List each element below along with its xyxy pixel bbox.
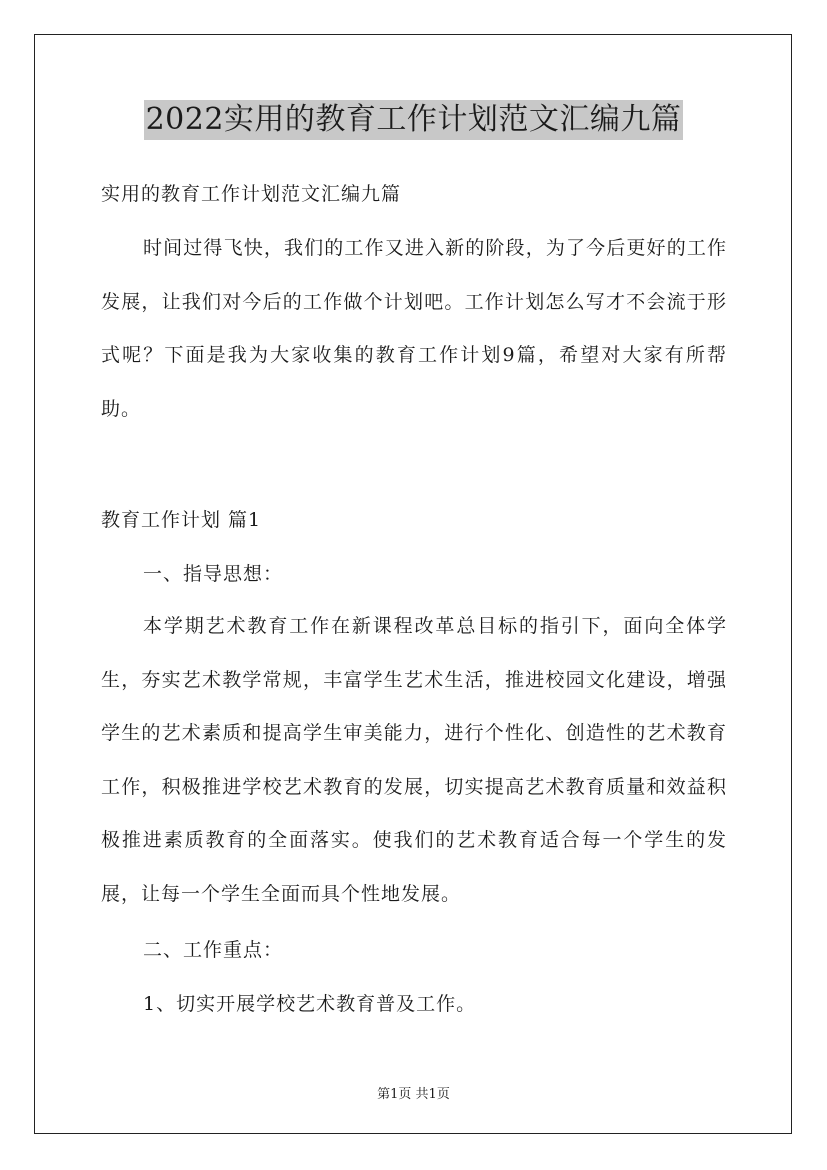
section-heading: 教育工作计划 篇1 — [101, 509, 262, 531]
guiding-paragraph: 本学期艺术教育工作在新课程改革总目标的指引下，面向全体学生，夯实艺术教学常规，丰富学生艺术生活，推进校园文化建设，增强学生的艺术素质和提高学生审美能力，进行个性化、创造性的艺术教育工作，积极推进学校艺术教育的发展，切实提高艺术教育质量和效益积极推进素质教育的全面落实。使我们的艺术教育适合每一个学生的发展，让每一个学生全面而具个性地发展。 — [101, 615, 727, 905]
focus-item-1: 1、切实开展学校艺术教育普及工作。 — [143, 993, 477, 1015]
document-subtitle: 实用的教育工作计划范文汇编九篇 — [101, 183, 402, 205]
title-container — [0, 100, 827, 140]
document-title: 2022实用的教育工作计划范文汇编九篇 — [144, 100, 684, 140]
page-footer: 第1页 共1页 — [377, 1087, 450, 1102]
intro-paragraph: 时间过得飞快，我们的工作又进入新的阶段，为了今后更好的工作发展，让我们对今后的工作做个计划吧。工作计划怎么写才不会流于形式呢？下面是我为大家收集的教育工作计划9篇，希望对大家有所帮助。 — [101, 237, 727, 420]
guiding-heading: 一、指导思想： — [143, 563, 284, 585]
focus-heading: 二、工作重点： — [143, 939, 284, 961]
